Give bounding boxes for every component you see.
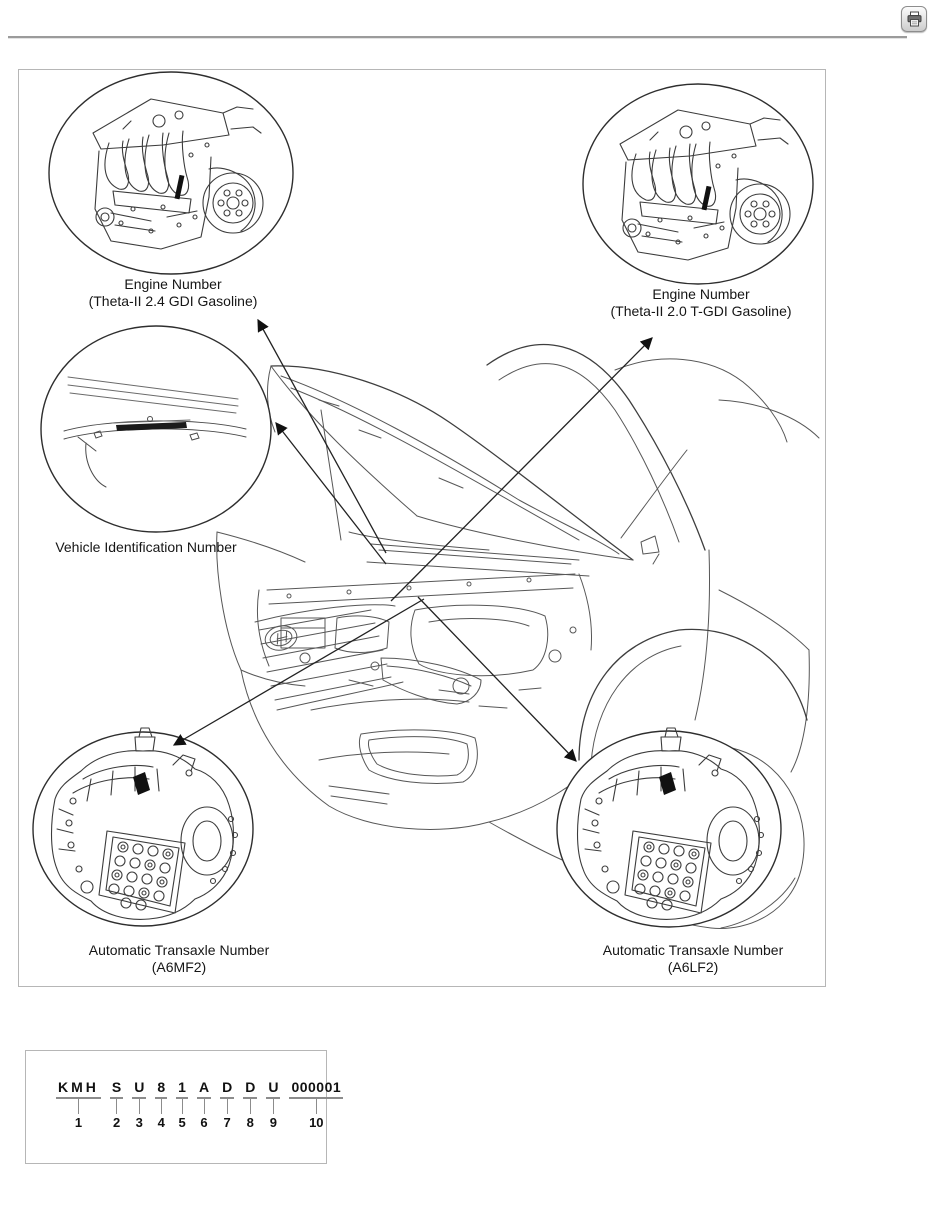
a6lf2-label-line2: (A6LF2): [667, 959, 719, 975]
vin-group: [220, 1079, 234, 1130]
vin-chars: 1: [176, 1079, 188, 1099]
vin-tick: [139, 1099, 140, 1114]
vin-chars: A: [197, 1079, 211, 1099]
vin-decode-row: [56, 1079, 343, 1130]
vin-chars: 8: [155, 1079, 167, 1099]
header-divider: [8, 36, 907, 39]
vin-position: 5: [178, 1115, 186, 1130]
vin-position: 6: [200, 1115, 208, 1130]
vin-tick: [273, 1099, 274, 1114]
a6mf2-label-line1: Automatic Transaxle Number: [88, 942, 270, 958]
a6lf2-label: [571, 942, 815, 976]
vin-decode-box: [25, 1050, 342, 1164]
vin-tick: [116, 1099, 117, 1114]
engine-20t-label: [579, 286, 823, 320]
vin-tick: [204, 1099, 205, 1114]
vin-chars: 000001: [289, 1079, 343, 1099]
arrow-to-a6lf2: [418, 597, 576, 761]
vin-chars: U: [132, 1079, 146, 1099]
vin-chars: KMH: [56, 1079, 101, 1099]
vin-position: 2: [112, 1115, 121, 1130]
vin-group: [289, 1079, 343, 1130]
engine-24-label-line2: (Theta-II 2.4 GDI Gasoline): [88, 293, 258, 309]
engine-24-label: [51, 276, 295, 310]
vin-chars: D: [243, 1079, 257, 1099]
vin-label: [16, 539, 276, 556]
vin-label-line1: Vehicle Identification Number: [55, 539, 237, 555]
printer-icon: [906, 11, 923, 28]
engine-24-circle: [49, 72, 293, 274]
arrow-to-a6mf2: [174, 599, 424, 745]
vin-position: 10: [309, 1115, 324, 1130]
engine-20t-label-line2: (Theta-II 2.0 T-GDI Gasoline): [610, 303, 792, 319]
vin-position: 4: [157, 1115, 165, 1130]
vin-tick: [316, 1099, 317, 1114]
a6mf2-label: [57, 942, 301, 976]
arrow-to-vin: [276, 423, 386, 564]
a6mf2-label-line2: (A6MF2): [151, 959, 207, 975]
vin-tick: [182, 1099, 183, 1114]
vin-chars: U: [266, 1079, 280, 1099]
vin-position: 7: [223, 1115, 231, 1130]
engine-20t-label-line1: Engine Number: [652, 286, 750, 302]
identification-number-diagram: [18, 69, 826, 987]
arrow-to-engine-24: [258, 320, 386, 553]
vin-position: 1: [74, 1115, 83, 1130]
vin-group: [155, 1079, 167, 1130]
vin-tick: [161, 1099, 162, 1114]
vin-group: [110, 1079, 123, 1130]
identification-illustration: [19, 70, 825, 986]
print-button[interactable]: [901, 6, 927, 32]
vin-group: [56, 1079, 101, 1130]
vin-group: [176, 1079, 188, 1130]
vin-group: [243, 1079, 257, 1130]
vin-group: [132, 1079, 146, 1130]
vin-position: 9: [269, 1115, 277, 1130]
callout-circles: [33, 72, 813, 927]
vin-tick: [250, 1099, 251, 1114]
vin-chars: D: [220, 1079, 234, 1099]
a6lf2-label-line1: Automatic Transaxle Number: [602, 942, 784, 958]
vin-group: [266, 1079, 280, 1130]
vin-group: [197, 1079, 211, 1130]
vin-tick: [227, 1099, 228, 1114]
arrow-to-engine-20t: [391, 338, 652, 601]
transaxle-a6mf2-circle: [33, 732, 253, 926]
vin-position: 3: [135, 1115, 143, 1130]
engine-24-label-line1: Engine Number: [124, 276, 222, 292]
vin-chars: S: [110, 1079, 123, 1099]
vin-position: 8: [246, 1115, 254, 1130]
vin-tick: [78, 1099, 79, 1114]
